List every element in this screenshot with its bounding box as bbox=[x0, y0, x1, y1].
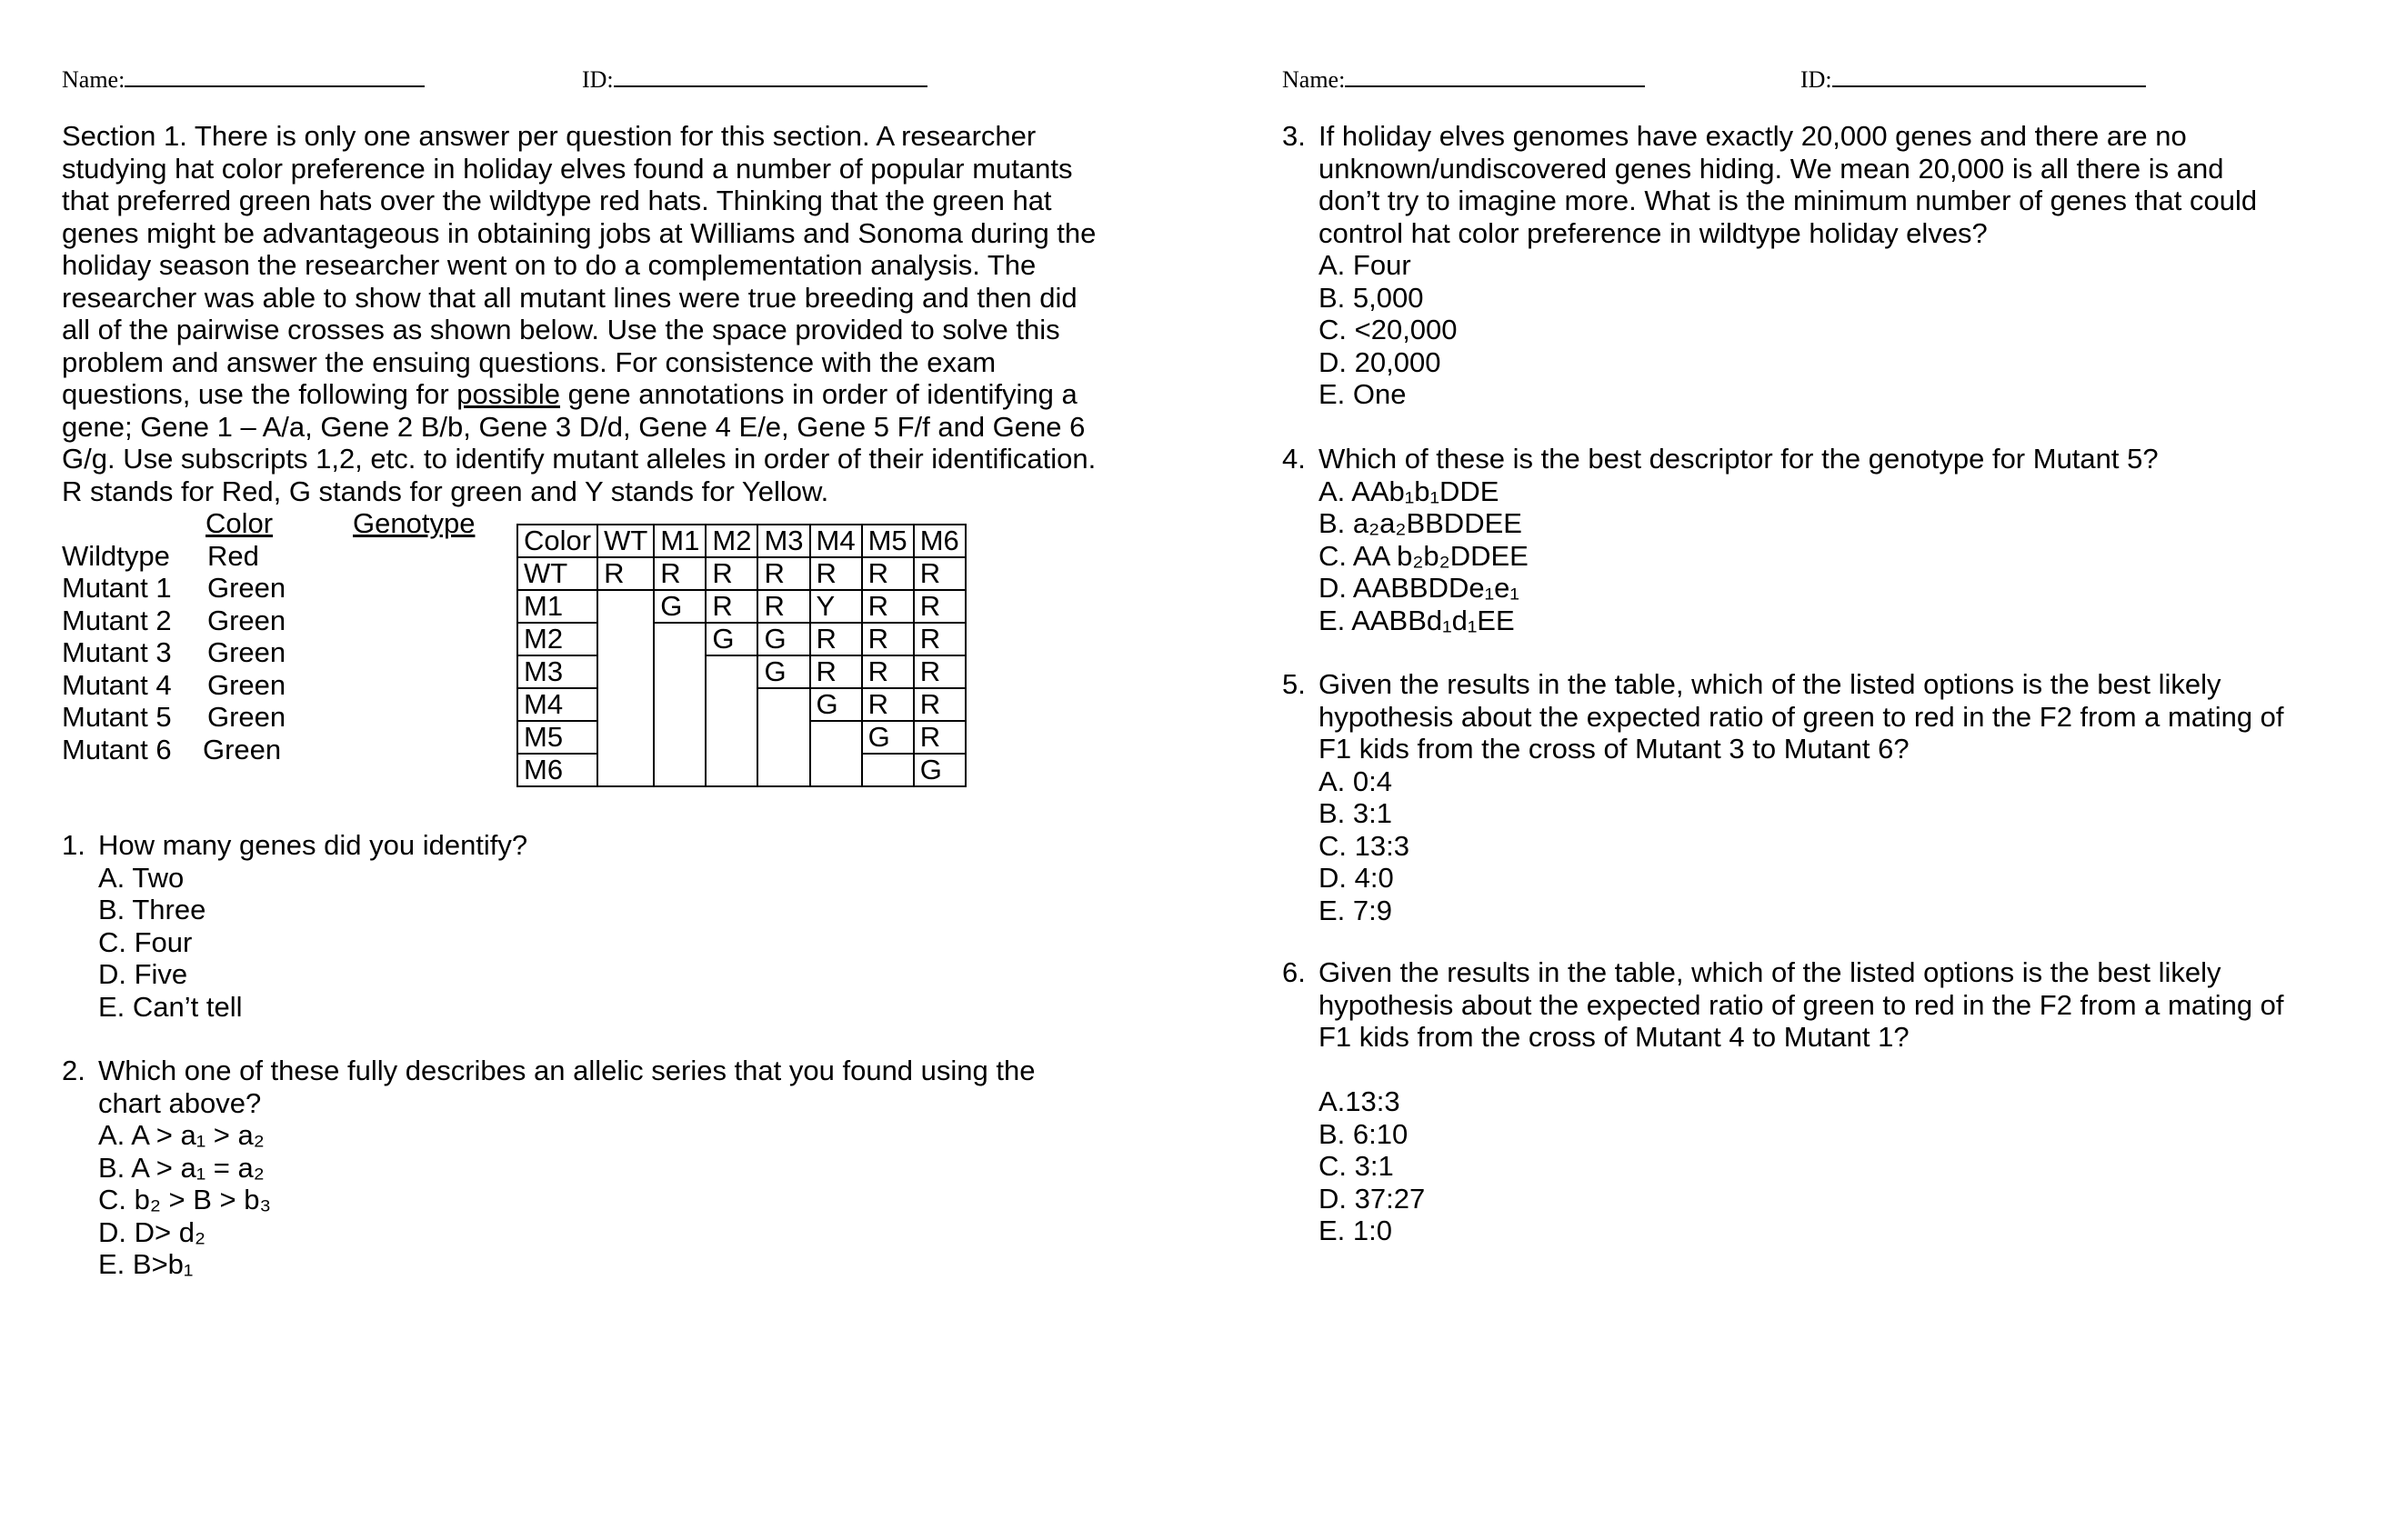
table-cell: G bbox=[654, 590, 706, 623]
table-cell: R bbox=[914, 655, 966, 688]
table-header-cell: M5 bbox=[862, 525, 914, 557]
table-row bbox=[517, 688, 966, 721]
table-cell: R bbox=[706, 590, 757, 623]
row-label: M1 bbox=[517, 590, 597, 623]
mutant-color: Green bbox=[207, 572, 286, 604]
table-cell: R bbox=[597, 557, 654, 590]
question-number: 2. bbox=[62, 1055, 85, 1086]
color-column-header: Color bbox=[206, 507, 274, 539]
table-cell: R bbox=[914, 557, 966, 590]
table-cell: R bbox=[862, 655, 914, 688]
table-cell-empty bbox=[757, 721, 809, 754]
answer-option[interactable]: D. 4:0 bbox=[1318, 862, 1394, 894]
answer-option[interactable]: A. 0:4 bbox=[1318, 765, 1392, 797]
table-cell-empty bbox=[654, 754, 706, 786]
question-stem bbox=[1282, 956, 2291, 1054]
id-field bbox=[582, 65, 927, 94]
table-cell: Y bbox=[810, 590, 862, 623]
name-field bbox=[62, 65, 425, 94]
answer-option[interactable]: B. 5,000 bbox=[1318, 281, 1424, 314]
table-cell: G bbox=[706, 623, 757, 655]
answer-option[interactable]: C. 3:1 bbox=[1318, 1150, 1394, 1182]
answer-option[interactable]: B. 3:1 bbox=[1318, 797, 1392, 829]
table-cell: G bbox=[862, 721, 914, 754]
answer-option[interactable]: A. A > a₁ > a₂ bbox=[98, 1119, 265, 1151]
mutant-color: Green bbox=[207, 668, 286, 701]
answer-option[interactable]: D. 37:27 bbox=[1318, 1182, 1426, 1215]
table-cell: R bbox=[862, 688, 914, 721]
name-field bbox=[1282, 65, 1645, 94]
table-row bbox=[517, 754, 966, 786]
answer-option[interactable]: B. 6:10 bbox=[1318, 1117, 1409, 1150]
table-cell: R bbox=[914, 721, 966, 754]
section-intro bbox=[62, 120, 1098, 507]
id-label: ID: bbox=[582, 66, 614, 93]
table-cell: R bbox=[862, 557, 914, 590]
mutant-name: Mutant 1 bbox=[62, 572, 172, 604]
row-label: M5 bbox=[517, 721, 597, 754]
question-text: How many genes did you identify? bbox=[98, 829, 528, 861]
table-cell-empty bbox=[654, 721, 706, 754]
table-row bbox=[517, 623, 966, 655]
mutant-name: Mutant 4 bbox=[62, 668, 172, 701]
table-cell-empty bbox=[654, 688, 706, 721]
question-2 bbox=[62, 1055, 1062, 1281]
intro-underlined-word: possible bbox=[456, 378, 561, 410]
name-blank[interactable] bbox=[125, 65, 425, 87]
answer-option[interactable]: B. Three bbox=[98, 894, 206, 925]
id-label: ID: bbox=[1800, 66, 1832, 93]
table-cell-empty bbox=[654, 623, 706, 655]
table-cell: G bbox=[757, 655, 809, 688]
row-label: WT bbox=[517, 557, 597, 590]
question-number: 3. bbox=[1282, 120, 1306, 152]
answer-option[interactable]: A. Two bbox=[98, 861, 185, 894]
answer-option[interactable]: E. 1:0 bbox=[1318, 1215, 1392, 1246]
name-blank[interactable] bbox=[1345, 65, 1645, 87]
table-cell: R bbox=[654, 557, 706, 590]
name-label: Name: bbox=[62, 66, 125, 93]
table-cell: G bbox=[810, 688, 862, 721]
table-cell: G bbox=[757, 623, 809, 655]
row-label: M2 bbox=[517, 623, 597, 655]
mutant-color: Green bbox=[207, 636, 286, 668]
question-text: If holiday elves genomes have exactly 20,000 genes and there are no unknown/undiscovered genes hiding. We mean 20,000 is all there is and don’t try to imagine more. What is the minimum number of genes that could control hat color preference in wildtype holiday elves? bbox=[1318, 120, 2258, 249]
table-row bbox=[517, 655, 966, 688]
question-5 bbox=[1282, 668, 2291, 926]
answer-option[interactable]: B. A > a₁ = a₂ bbox=[98, 1151, 265, 1184]
row-label: M3 bbox=[517, 655, 597, 688]
table-row bbox=[517, 590, 966, 623]
question-1 bbox=[62, 829, 1062, 1023]
table-cell-empty bbox=[757, 754, 809, 786]
question-number: 6. bbox=[1282, 956, 1306, 988]
answer-option[interactable]: A. Four bbox=[1318, 249, 1411, 281]
answer-option[interactable]: A.13:3 bbox=[1318, 1085, 1400, 1117]
mutant-name: Mutant 3 bbox=[62, 636, 172, 668]
answer-option[interactable]: C. Four bbox=[98, 925, 193, 958]
intro-text-1: Section 1. There is only one answer per question for this section. A researcher studying hat color preference in holiday elves found a number of popular mutants that preferred green hats over the wildtype red hats. Thinking that the green hat genes might be advantageous in obtaining jobs at Williams and Sonoma during the holiday season the researcher went on to do a complementation analysis. The researcher was able to show that all mutant lines were true breeding and then did all of the pairwise crosses as shown below. Use the space provided to solve this problem and answer the ensuing questions. For consistence with the exam questions, use the following for bbox=[62, 120, 1097, 410]
question-stem bbox=[62, 1055, 1062, 1119]
table-cell: R bbox=[757, 590, 809, 623]
table-cell-empty bbox=[706, 655, 757, 688]
answer-option[interactable]: D. AABBDDe₁e₁ bbox=[1318, 572, 1519, 604]
table-cell: R bbox=[914, 623, 966, 655]
question-4 bbox=[1282, 443, 2291, 636]
row-label: M4 bbox=[517, 688, 597, 721]
answer-option[interactable]: C. 13:3 bbox=[1318, 829, 1409, 862]
question-text: Given the results in the table, which of the listed options is the best likely hypothesis about the expected ratio of green to red in the F2 from a mating of F1 kids from the cross of Mutant 3 to Mutant 6? bbox=[1318, 668, 2284, 765]
table-cell: R bbox=[862, 590, 914, 623]
question-text: Which of these is the best descriptor for the genotype for Mutant 5? bbox=[1318, 443, 2159, 475]
table-cell: R bbox=[862, 623, 914, 655]
table-header-row bbox=[517, 525, 966, 557]
table-cell-empty bbox=[597, 754, 654, 786]
table-header-cell: Color bbox=[517, 525, 597, 557]
table-cell-empty bbox=[597, 623, 654, 655]
mutant-color: Green bbox=[203, 733, 282, 765]
mutant-name: Wildtype bbox=[62, 539, 170, 572]
question-number: 4. bbox=[1282, 443, 1306, 475]
table-cell-empty bbox=[706, 688, 757, 721]
id-blank[interactable] bbox=[1832, 65, 2146, 87]
table-row bbox=[517, 721, 966, 754]
question-text: Which one of these fully describes an allelic series that you found using the chart above? bbox=[98, 1055, 1036, 1119]
mutant-name: Mutant 5 bbox=[62, 701, 172, 733]
answer-option[interactable]: E. 7:9 bbox=[1318, 894, 1392, 926]
answer-option[interactable]: C. b₂ > B > b₃ bbox=[98, 1184, 272, 1215]
mutant-color: Green bbox=[207, 701, 286, 733]
mutant-color: Green bbox=[207, 604, 286, 636]
answer-option[interactable]: B. a₂a₂BBDDEE bbox=[1318, 507, 1522, 539]
row-label: M6 bbox=[517, 754, 597, 786]
table-header-cell: M2 bbox=[706, 525, 757, 557]
table-cell: R bbox=[810, 655, 862, 688]
mutant-color: Red bbox=[207, 539, 259, 572]
table-header-cell: WT bbox=[597, 525, 654, 557]
table-cell-empty bbox=[757, 688, 809, 721]
table-header-cell: M4 bbox=[810, 525, 862, 557]
answer-option[interactable]: D. 20,000 bbox=[1318, 345, 1441, 378]
mutant-name: Mutant 6 bbox=[62, 733, 172, 765]
table-cell-empty bbox=[706, 754, 757, 786]
answer-option[interactable]: E. AABBd₁d₁EE bbox=[1318, 604, 1515, 636]
question-6 bbox=[1282, 956, 2291, 1247]
id-blank[interactable] bbox=[614, 65, 927, 87]
intro-text-2: gene annotations in order of identifying a gene; Gene 1 – A/a, Gene 2 B/b, Gene 3 D/d, Gene 4 E/e, Gene 5 F/f and Gene 6 G/g. Use subscripts 1,2, etc. to identify mutant alleles in order of their identification. R stands for Red, G stands for green and Y stands for Yellow. bbox=[62, 378, 1097, 507]
name-label: Name: bbox=[1282, 66, 1346, 93]
table-cell-empty bbox=[597, 655, 654, 688]
table-header-cell: M1 bbox=[654, 525, 706, 557]
table-header-cell: M6 bbox=[914, 525, 966, 557]
table-cell-empty bbox=[706, 721, 757, 754]
table-cell-empty bbox=[654, 655, 706, 688]
complementation-table bbox=[516, 524, 967, 787]
table-cell: R bbox=[914, 688, 966, 721]
table-cell-empty bbox=[862, 754, 914, 786]
question-number: 5. bbox=[1282, 668, 1306, 700]
answer-option[interactable]: C. <20,000 bbox=[1318, 314, 1458, 345]
genotype-column-header: Genotype bbox=[353, 507, 476, 539]
answer-option[interactable]: D. Five bbox=[98, 958, 188, 990]
table-cell: R bbox=[810, 557, 862, 590]
table-row bbox=[517, 557, 966, 590]
question-text: Given the results in the table, which of the listed options is the best likely hypothesis about the expected ratio of green to red in the F2 from a mating of F1 kids from the cross of Mutant 4 to Mutant 1? bbox=[1318, 956, 2284, 1053]
table-cell: G bbox=[914, 754, 966, 786]
answer-option[interactable]: C. AA b₂b₂DDEE bbox=[1318, 539, 1529, 572]
table-cell-empty bbox=[597, 721, 654, 754]
table-cell: R bbox=[706, 557, 757, 590]
question-stem bbox=[62, 829, 1062, 862]
table-cell: R bbox=[810, 623, 862, 655]
spacer bbox=[1282, 1054, 2291, 1086]
table-header-cell: M3 bbox=[757, 525, 809, 557]
answer-option[interactable]: A. AAb₁b₁DDE bbox=[1318, 475, 1499, 507]
table-cell: R bbox=[914, 590, 966, 623]
table-cell-empty bbox=[597, 590, 654, 623]
table-cell-empty bbox=[810, 754, 862, 786]
answer-option[interactable]: D. D> d₂ bbox=[98, 1215, 206, 1248]
mutant-name: Mutant 2 bbox=[62, 604, 172, 636]
question-number: 1. bbox=[62, 829, 85, 861]
question-3 bbox=[1282, 120, 2291, 411]
question-stem bbox=[1282, 668, 2291, 765]
question-stem bbox=[1282, 120, 2291, 249]
answer-option[interactable]: E. B>b₁ bbox=[98, 1248, 194, 1280]
table-cell-empty bbox=[597, 688, 654, 721]
id-field bbox=[1800, 65, 2146, 94]
answer-option[interactable]: E. Can’t tell bbox=[98, 990, 243, 1023]
table-cell: R bbox=[757, 557, 809, 590]
answer-option[interactable]: E. One bbox=[1318, 378, 1407, 410]
question-stem bbox=[1282, 443, 2291, 475]
table-cell-empty bbox=[810, 721, 862, 754]
